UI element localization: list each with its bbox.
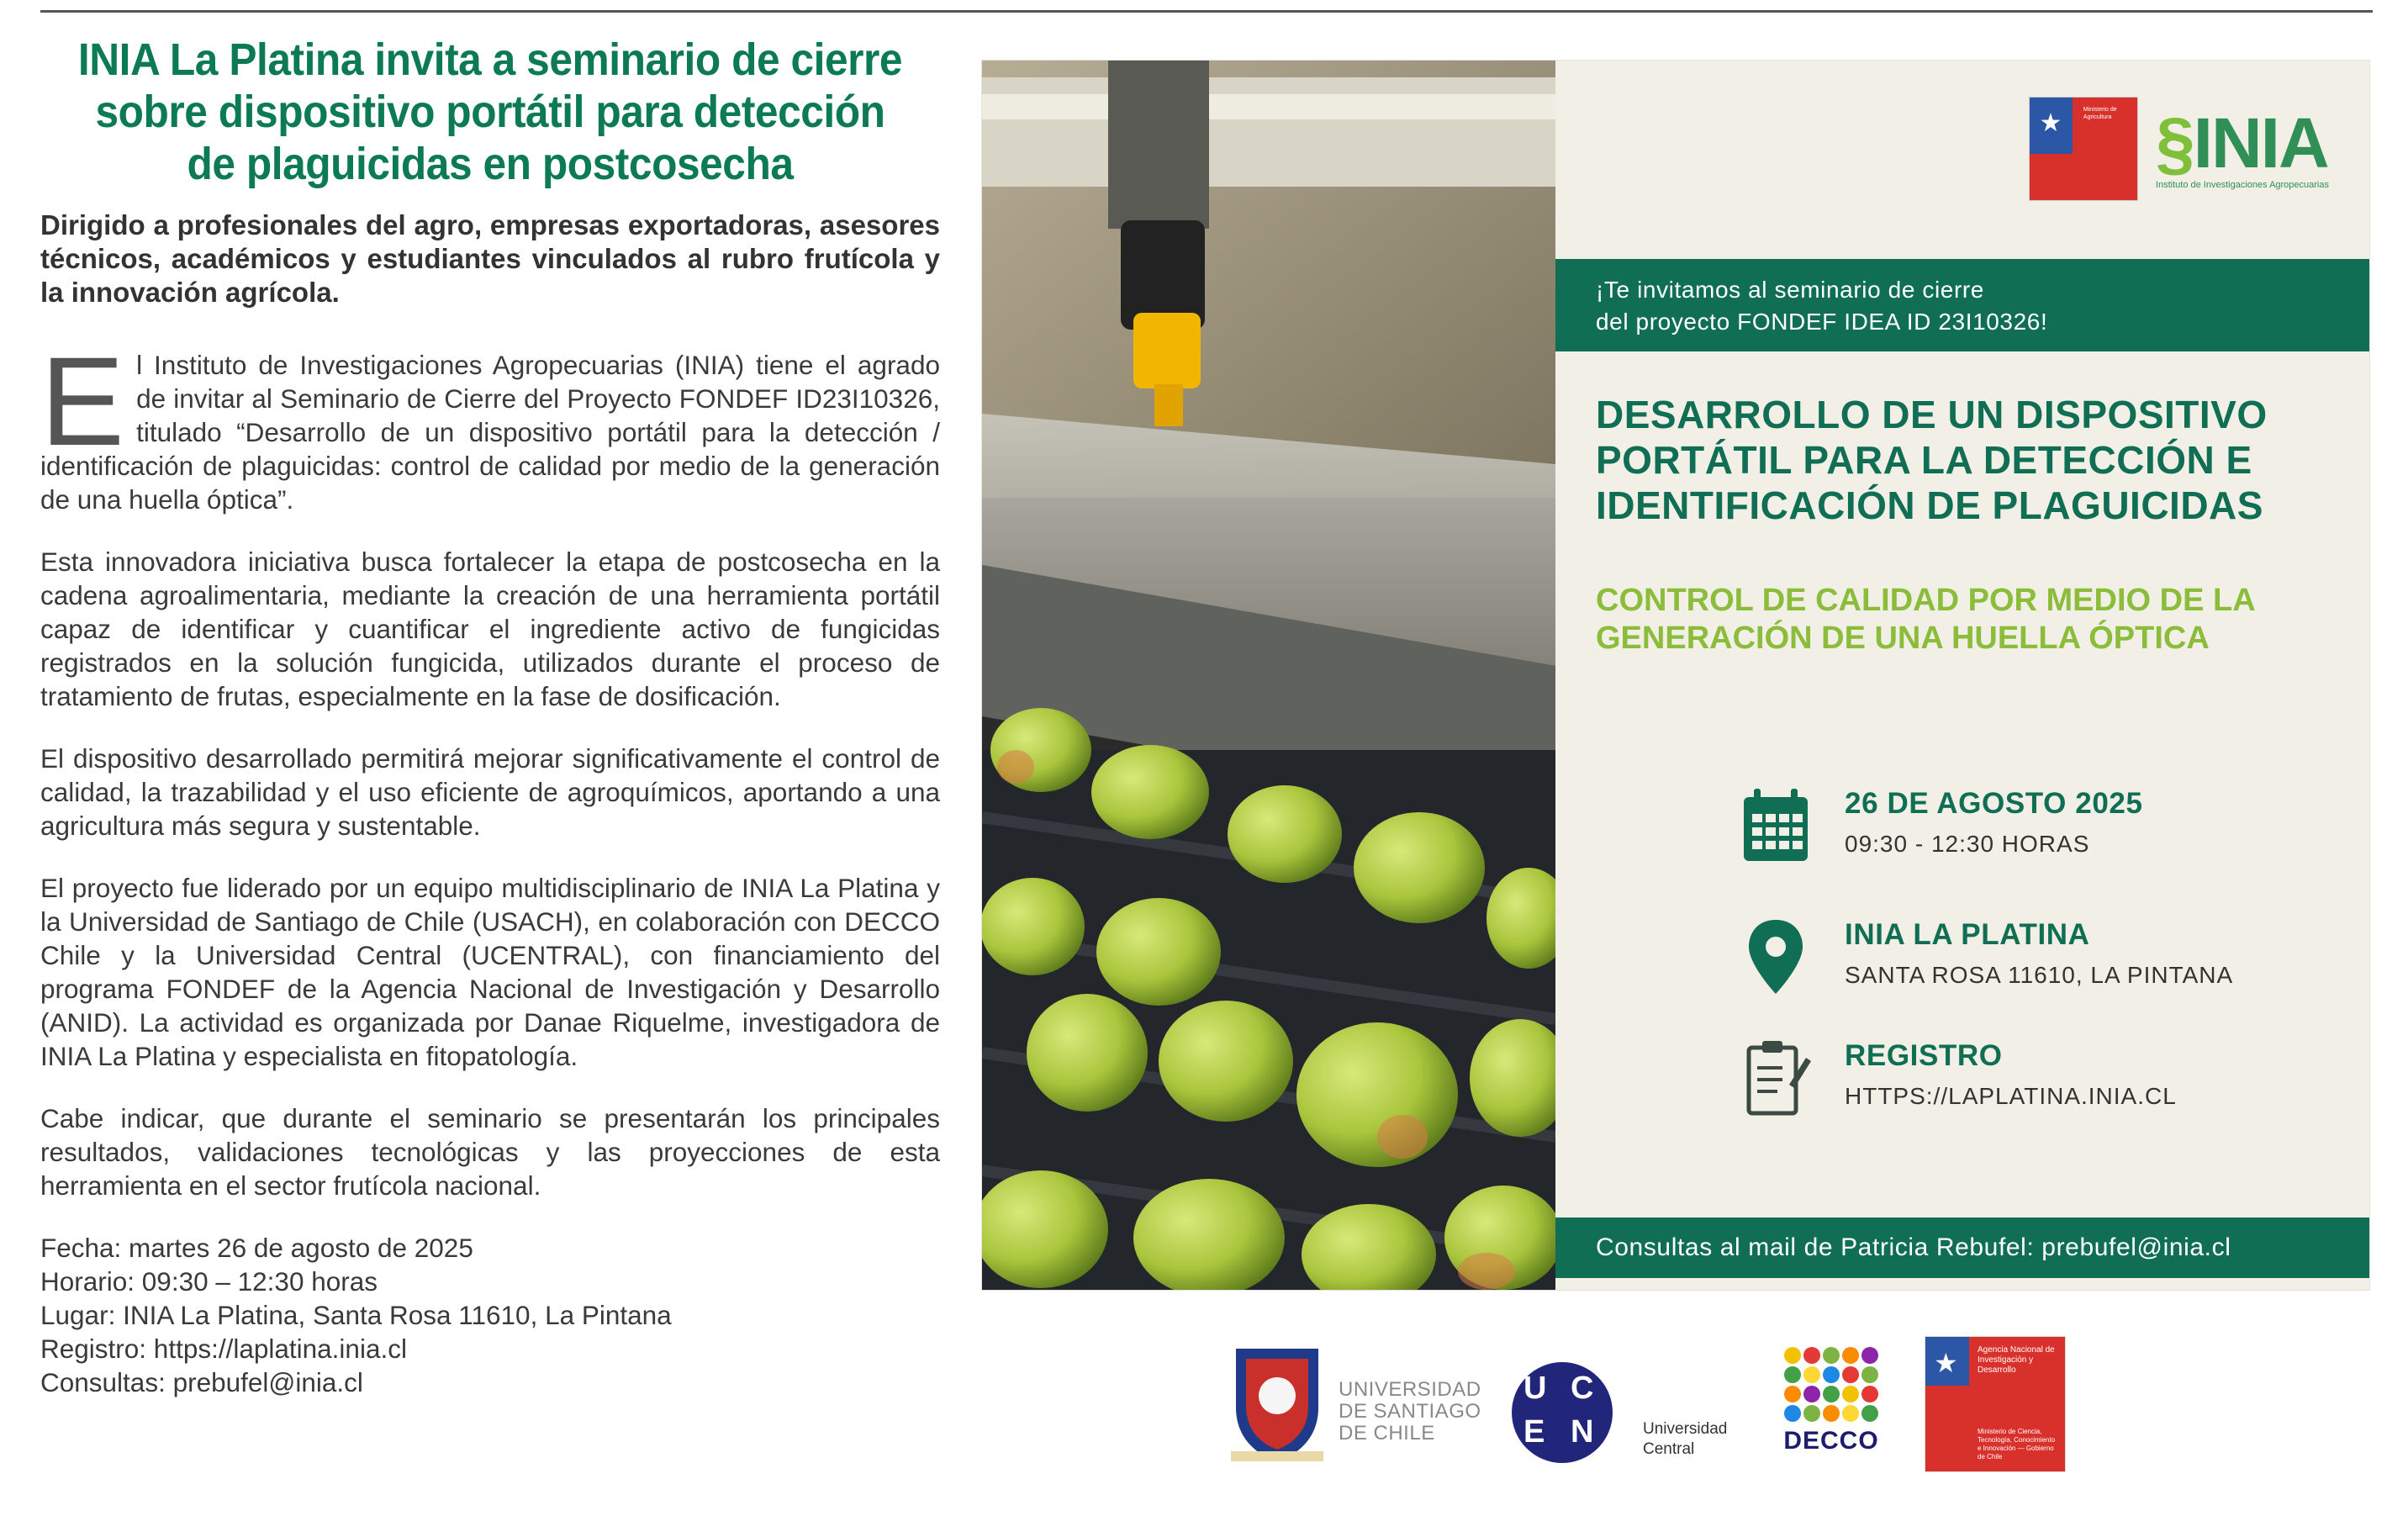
inia-logo: §INIA Instituto de Investigaciones Agropecuarias [2155, 103, 2329, 190]
star-icon: ★ [2039, 109, 2062, 137]
sponsor-logos [1228, 1337, 2169, 1480]
fact-fecha: Fecha: martes 26 de agosto de 2025 [40, 1233, 473, 1263]
anid-ministry: Ministerio de Ciencia, Tecnología, Conocimiento e Innovación — Gobierno de Chile [1978, 1428, 2056, 1460]
article-paragraph-2: Esta innovadora iniciativa busca fortalecer la etapa de postcosecha en la cadena agroalimentaria, mediante la creación de una herramienta portátil capaz de identificar y cuantificar el ingrediente activo de fungicidas registrados en la solución fungicida, utilizados durante el proceso de tratamiento de frutas, especialmente en la fase de dosificación. [40, 547, 940, 711]
fact-consultas[interactable]: Consultas: prebufel@inia.cl [40, 1367, 363, 1397]
article-deck: Dirigido a profesionales del agro, empresas exportadoras, asesores técnicos, académicos y estudiantes vinculados al rubro frutícola y la innovación agrícola. [40, 209, 940, 308]
date-time: 09:30 - 12:30 HORAS [1845, 831, 2090, 857]
decco-name: DECCO [1783, 1427, 1879, 1455]
article-headline: INIA La Platina invita a seminario de cierre sobre dispositivo portátil para detección de plaguicidas en postcosecha [77, 34, 903, 189]
ucen-logo: U C E N [1512, 1362, 1613, 1463]
anid-name: Agencia Nacional de Investigación y Desarrollo [1978, 1345, 2055, 1375]
date-heading: 26 DE AGOSTO 2025 [1845, 787, 2143, 820]
usach-shield-logo [1228, 1337, 1327, 1463]
decco-logo [1781, 1347, 1882, 1480]
article-paragraph-3: El dispositivo desarrollado permitirá mejorar significativamente el control de calidad, la trazabilidad y el uso eficiente de agroquímicos, aportando a una agricultura más segura y sustentable. [40, 743, 940, 841]
flyer-title: DESARROLLO DE UN DISPOSITIVO PORTÁTIL PARA LA DETECCIÓN E IDENTIFICACIÓN DE PLAGUICIDAS [1596, 393, 2268, 527]
decco-fruit-grid [1784, 1347, 1882, 1422]
article-paragraph-5: Cabe indicar, que durante el seminario se presentarán los principales resultados, validaciones tecnológicas y las proyecciones de esta herramienta en el sector frutícola nacional. [40, 1103, 940, 1201]
date-info [1740, 785, 2143, 866]
flyer-footer [1555, 1217, 2369, 1278]
registration-url[interactable]: HTTPS://LAPLATINA.INIA.CL [1845, 1083, 2177, 1109]
fact-horario: Horario: 09:30 – 12:30 horas [40, 1266, 378, 1297]
paragraph-1-text: l Instituto de Investigaciones Agropecuarias (INIA) tiene el agrado de invitar al Seminario de Cierre del Proyecto FONDEF ID23I10326, titulado “Desarrollo de un dispositivo portátil para la detección / identificación de plaguicidas: control de calidad por medio de la generación de una huella óptica”. [40, 350, 940, 515]
flyer-info-panel [1555, 61, 2369, 1290]
top-rule [40, 10, 2373, 13]
article-paragraph-1 [40, 330, 940, 516]
fact-registro[interactable]: Registro: https://laplatina.inia.cl [40, 1334, 407, 1364]
flyer-subtitle: CONTROL DE CALIDAD POR MEDIO DE LA GENERACIÓN DE UNA HUELLA ÓPTICA [1596, 583, 2255, 656]
invite-line-1: ¡Te invitamos al seminario de cierre [1596, 277, 1984, 303]
article-paragraph-4: El proyecto fue liderado por un equipo multidisciplinario de INIA La Platina y la Universidad de Santiago de Chile (USACH), en colaboración con DECCO Chile y la Universidad Central (UCENTRAL), con financiamiento del programa FONDEF de la Agencia Nacional de Investigación y Desarrollo (ANID). La actividad es organizada por Danae Riquelme, investigadora de INIA La Platina y especialista en fitopatología. [40, 873, 940, 1071]
seminar-flyer [982, 61, 2369, 1290]
calendar-icon [1740, 785, 1811, 866]
ucen-name: Universidad Central [1643, 1420, 1728, 1458]
usach-name: UNIVERSIDAD DE SANTIAGO DE CHILE [1339, 1378, 1481, 1445]
leaf-icon: § [2155, 103, 2194, 182]
registration-info [1740, 1038, 2177, 1118]
star-icon: ★ [1934, 1348, 1958, 1378]
clipboard-icon [1740, 1038, 1811, 1118]
pears-sorting-photo [982, 61, 1555, 1290]
invite-band [1555, 259, 2369, 351]
drop-cap: E [40, 330, 125, 472]
event-facts [40, 1231, 940, 1399]
anid-logo [1925, 1337, 2065, 1471]
contact-line[interactable]: Consultas al mail de Patricia Rebufel: prebufel@inia.cl [1596, 1233, 2231, 1261]
place-address: SANTA ROSA 11610, LA PINTANA [1845, 962, 2234, 988]
article-column [40, 34, 940, 1399]
place-heading: INIA LA PLATINA [1845, 918, 2090, 951]
flyer-top-logos [2030, 98, 2329, 200]
registration-heading: REGISTRO [1845, 1039, 2003, 1072]
fact-lugar: Lugar: INIA La Platina, Santa Rosa 11610, La Pintana [40, 1300, 672, 1330]
ministerio-agricultura-logo: ★ Ministerio de Agricultura [2030, 98, 2137, 200]
location-pin-icon [1740, 916, 1811, 997]
place-info [1740, 916, 2233, 997]
invite-line-2: del proyecto FONDEF IDEA ID 23I10326! [1596, 309, 2048, 335]
